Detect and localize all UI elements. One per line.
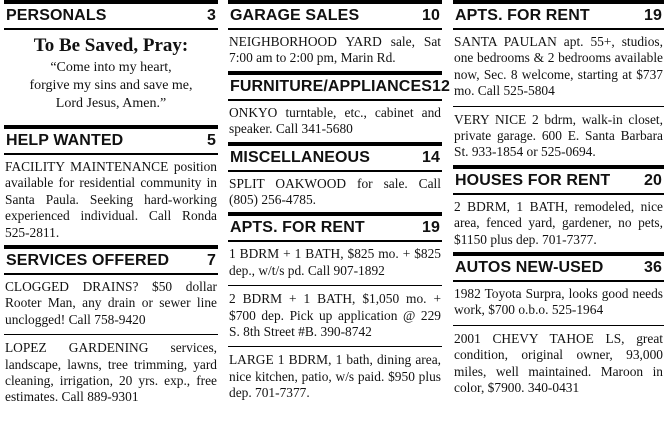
- section-title: SERVICES OFFERED: [6, 252, 170, 270]
- section-header: [4, 125, 218, 155]
- section-number: 5: [207, 132, 216, 149]
- section-number: 12: [432, 77, 451, 95]
- classified-ad: SANTA PAULAN apt. 55+, studios, one bedrooms & 2 bedrooms available now, Sec. 8 welcome, starting at $737 mo. Call 525-5804: [453, 30, 664, 107]
- classified-ad: VERY NICE 2 bdrm, walk-in closet, private garage. 600 E. Santa Barbara St. 933-1854 or 525-0694.: [454, 111, 663, 160]
- section-number: 10: [422, 7, 440, 24]
- section-header: [4, 0, 218, 30]
- section-title: AUTOS NEW-USED: [455, 259, 604, 277]
- section-header: [453, 165, 664, 195]
- classified-ad: ONKYO turntable, etc., cabinet and speaker. Call 341-5680: [229, 104, 441, 137]
- section-autos-new-used: [453, 252, 664, 400]
- section-title: GARAGE SALES: [230, 7, 360, 24]
- prayer-ad: [4, 30, 218, 121]
- section-header: [453, 0, 664, 30]
- section-title: APTS. FOR RENT: [455, 7, 590, 24]
- classified-ad: LOPEZ GARDENING services, landscape, lawns, tree trimming, yard cleaning, irrigation, 20 yrs. exp., free estimates. Call 889-9301: [5, 340, 217, 405]
- section-title: FURNITURE/APPLIANCES: [230, 77, 433, 95]
- column-1: [4, 0, 218, 410]
- prayer-line: Lord Jesus, Amen.”: [55, 96, 167, 111]
- section-header: [228, 71, 451, 101]
- section-title: MISCELLANEOUS: [230, 148, 370, 166]
- classified-ad: CLOGGED DRAINS? $50 dollar Rooter Man, any drain or sewer line unclogged! Call 758-9420: [4, 275, 218, 335]
- section-services-offered: [4, 245, 218, 410]
- section-number: 19: [644, 7, 662, 24]
- section-header: [453, 252, 664, 282]
- prayer-line: forgive my sins and save me,: [29, 78, 193, 93]
- classified-ad: 2 BDRM + 1 BATH, $1,050 mo. + $700 dep. Pick up application @ 229 S. 8th Street #B. 390-8742: [228, 286, 442, 347]
- classified-ad: 1982 Toyota Surpra, looks good needs work, $700 o.b.o. 525-1964: [453, 282, 664, 326]
- prayer-title: To Be Saved, Pray:: [33, 35, 189, 56]
- column-2: [228, 0, 451, 406]
- section-personals: [4, 0, 218, 125]
- classified-ad: NEIGHBORHOOD YARD sale, Sat 7:00 am to 2:00 pm, Marin Rd.: [229, 34, 441, 66]
- column-3: [453, 0, 664, 401]
- section-houses-for-rent: [453, 165, 664, 252]
- section-number: 20: [644, 171, 662, 189]
- section-header: [228, 0, 442, 30]
- section-header: [4, 245, 218, 275]
- section-number: 19: [422, 219, 440, 237]
- classified-ad: 1 BDRM + 1 BATH, $825 mo. + $825 dep., w/t/s pd. Call 907-1892: [228, 242, 442, 286]
- section-apts-for-rent: [228, 212, 442, 405]
- section-number: 3: [207, 7, 216, 24]
- section-apts-for-rent: [453, 0, 664, 165]
- section-title: PERSONALS: [6, 7, 107, 24]
- section-header: [228, 142, 442, 172]
- section-miscellaneous: [228, 142, 442, 213]
- section-help-wanted: [4, 125, 218, 245]
- section-furniture-appliances: [228, 71, 451, 142]
- section-title: HELP WANTED: [6, 132, 124, 149]
- section-number: 7: [207, 252, 216, 270]
- prayer-line: “Come into my heart,: [50, 60, 172, 75]
- section-title: APTS. FOR RENT: [230, 219, 365, 237]
- classified-ad: SPLIT OAKWOOD for sale. Call (805) 256-4785.: [229, 175, 441, 208]
- classified-ad: 2 BDRM, 1 BATH, remodeled, nice area, fenced yard, gardener, no pets, $1150 plus dep. 701-7377.: [454, 198, 663, 247]
- classified-ad: 2001 CHEVY TAHOE LS, great condition, original owner, 93,000 miles, well maintained. Maroon in color, $7900. 340-0431: [454, 330, 663, 396]
- section-number: 14: [422, 148, 440, 166]
- section-title: HOUSES FOR RENT: [455, 171, 611, 189]
- classified-ad: FACILITY MAINTENANCE position available for residential community in Santa Paula. Seeking hard-working experienced individual. Call Ronda 525-2811.: [5, 159, 217, 240]
- section-garage-sales: [228, 0, 442, 71]
- section-header: [228, 212, 442, 242]
- section-number: 36: [644, 259, 662, 277]
- classified-ad: LARGE 1 BDRM, 1 bath, dining area, nice kitchen, patio, w/s paid. $950 plus dep. 701-7377.: [229, 352, 441, 401]
